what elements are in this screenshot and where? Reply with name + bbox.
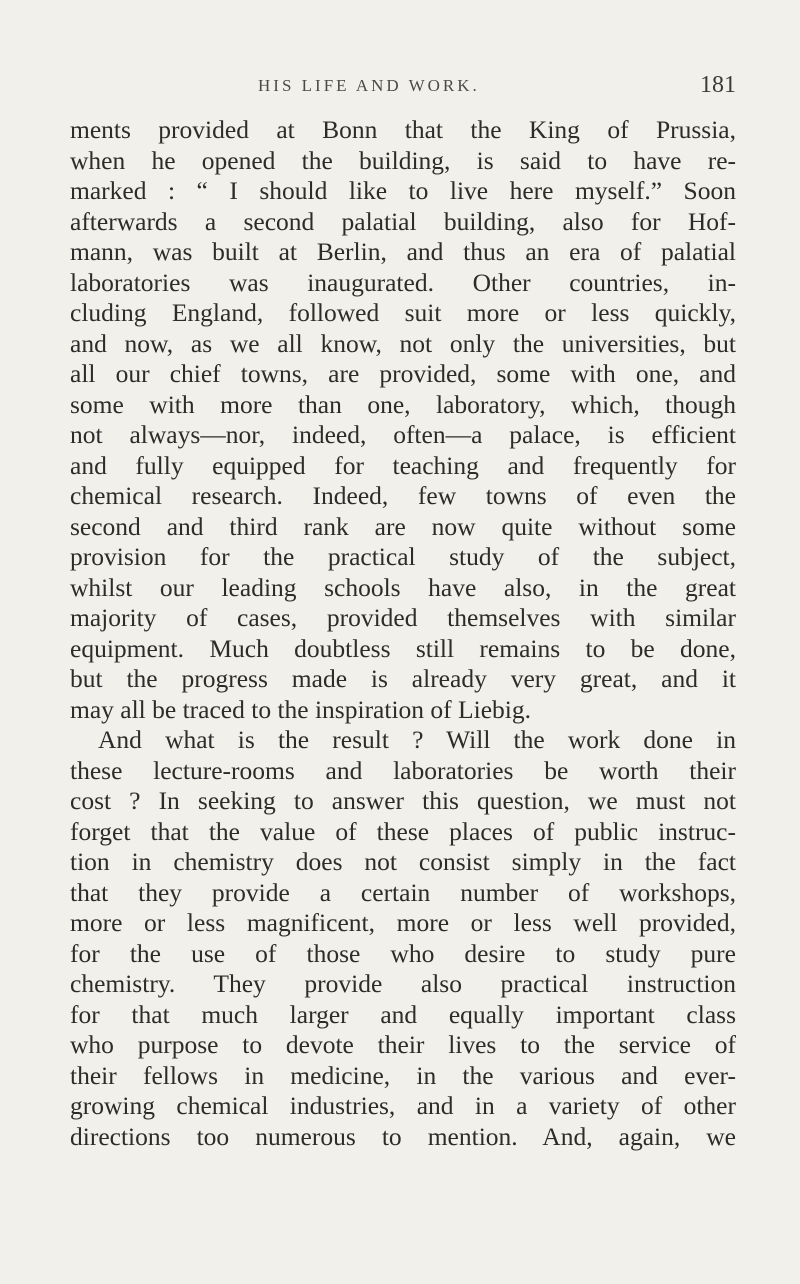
text-line-12: and fully equipped for teaching and frequently for bbox=[70, 450, 736, 480]
running-head bbox=[70, 72, 736, 106]
text-line-25: tion in chemistry does not consist simply in the fact bbox=[70, 847, 736, 876]
text-line-22: these lecture-rooms and laboratories be worth their bbox=[70, 755, 736, 785]
text-line-19: but the progress made is already very great, and it bbox=[70, 664, 736, 693]
text-line-15: provision for the practical study of the subject, bbox=[70, 542, 736, 571]
text-line-7: cluding England, followed suit more or less quickly, bbox=[70, 298, 736, 327]
text-line-27: more or less magnificent, more or less well provided, bbox=[70, 908, 736, 937]
text-line-6: laboratories was inaugurated. Other countries, in- bbox=[70, 267, 736, 297]
text-line-31: who purpose to devote their lives to the service of bbox=[70, 1030, 736, 1059]
page-number: 181 bbox=[700, 72, 736, 98]
body-text bbox=[70, 115, 736, 1152]
text-line-9: all our chief towns, are provided, some with one, and bbox=[70, 359, 736, 388]
text-line-10: some with more than one, laboratory, which, though bbox=[70, 389, 736, 419]
text-line-30: for that much larger and equally important class bbox=[70, 999, 736, 1029]
text-line-14: second and third rank are now quite without some bbox=[70, 511, 736, 541]
text-line-34: directions too numerous to mention. And, again, we bbox=[70, 1121, 736, 1151]
text-line-8: and now, as we all know, not only the universities, but bbox=[70, 328, 736, 358]
text-line-28: for the use of those who desire to study pure bbox=[70, 938, 736, 968]
text-line-13: chemical research. Indeed, few towns of even the bbox=[70, 481, 736, 510]
running-title: HIS LIFE AND WORK. bbox=[258, 76, 480, 95]
text-line-18: equipment. Much doubtless still remains to be done, bbox=[70, 633, 736, 663]
text-line-23: cost ? In seeking to answer this question, we must not bbox=[70, 786, 736, 815]
text-line-16: whilst our leading schools have also, in the great bbox=[70, 572, 736, 602]
text-line-26: that they provide a certain number of workshops, bbox=[70, 877, 736, 907]
text-line-17: majority of cases, provided themselves with similar bbox=[70, 603, 736, 632]
text-line-3: marked : “ I should like to live here myself.” Soon bbox=[70, 176, 736, 205]
text-line-5: mann, was built at Berlin, and thus an era of palatial bbox=[70, 237, 736, 266]
text-line-4: afterwards a second palatial building, also for Hof- bbox=[70, 206, 736, 236]
text-line-24: forget that the value of these places of public instruc- bbox=[70, 816, 736, 846]
text-line-20: may all be traced to the inspiration of Liebig. bbox=[70, 694, 531, 724]
text-line-2: when he opened the building, is said to have re- bbox=[70, 145, 736, 175]
text-line-33: growing chemical industries, and in a variety of other bbox=[70, 1091, 736, 1120]
text-line-32: their fellows in medicine, in the various and ever- bbox=[70, 1060, 736, 1090]
text-line-1: ments provided at Bonn that the King of Prussia, bbox=[70, 115, 736, 144]
text-line-29: chemistry. They provide also practical instruction bbox=[70, 969, 736, 998]
text-line-21: And what is the result ? Will the work done in bbox=[98, 725, 736, 754]
text-line-11: not always—nor, indeed, often—a palace, is efficient bbox=[70, 420, 736, 449]
